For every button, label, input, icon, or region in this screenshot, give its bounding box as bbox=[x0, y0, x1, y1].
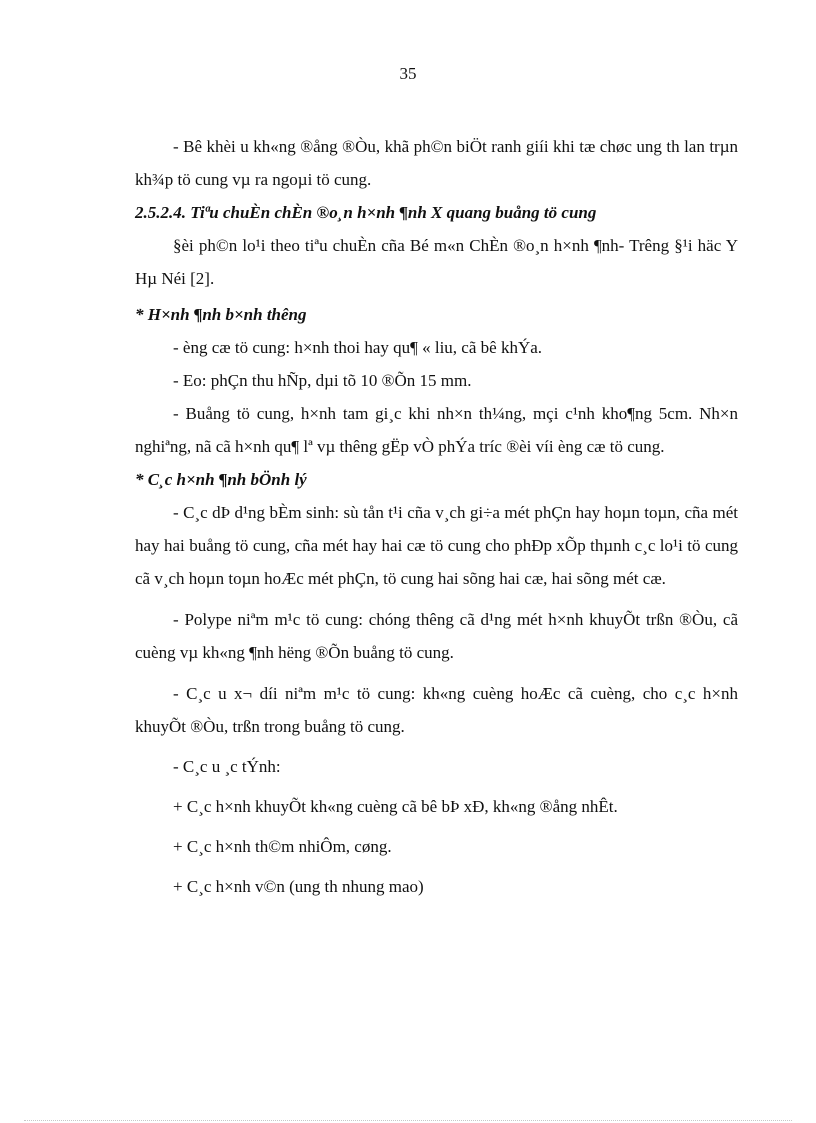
list-item-irregular-defects: + C¸c h×nh khuyÕt kh«ng cuèng cã bê bÞ xÐ, kh«ng ®ång nhÊt. bbox=[173, 797, 618, 816]
subheading-normal-images: * H×nh ¶nh b×nh thêng bbox=[135, 305, 307, 324]
document-body bbox=[135, 130, 738, 903]
paragraph-malignant-tumors: - C¸c u ¸c tÝnh: bbox=[173, 757, 281, 776]
page-bottom-divider bbox=[24, 1120, 792, 1121]
list-item-villous-pattern: + C¸c h×nh v©n (ung th nhung mao) bbox=[173, 877, 424, 896]
paragraph-isthmus: - Eo: phÇn thu hÑp, dµi tõ 10 ®Õn 15 mm. bbox=[173, 371, 472, 390]
paragraph-congenital-anomalies: - C¸c dÞ d¹ng bÈm sinh: sù tån t¹i cña v¸ch gi÷a mét phÇn hay hoµn toµn, cña mét hay hai buång tö cung, cña mét hay hai cæ tö cung cho phÐp xÕp thµnh c¸c lo¹i tö cung cã v¸ch hoµn toµn hoÆc mét phÇn, tö cung hai sõng hai cæ, hai sõng mét cæ. bbox=[135, 503, 738, 588]
paragraph-fibroids: - C¸c u x¬ díi niªm m¹c tö cung: kh«ng cuèng hoÆc cã cuèng, cho c¸c h×nh khuyÕt ®Òu, trßn trong buång tö cung. bbox=[135, 684, 738, 736]
paragraph-cervical-canal: - èng cæ tö cung: h×nh thoi hay qu¶ « liu, cã bê khÝa. bbox=[173, 338, 543, 357]
paragraph-uterine-cavity: - Buång tö cung, h×nh tam gi¸c khi nh×n th¼ng, mçi c¹nh kho¶ng 5cm. Nh×n nghiªng, nã cã h×nh qu¶ lª vµ thêng gËp vÒ phÝa tríc ®èi víi èng cæ tö cung. bbox=[135, 404, 738, 456]
paragraph-tumor-border: - Bê khèi u kh«ng ®ång ®Òu, khã ph©n biÖt ranh giíi khi tæ chøc ung th lan trµn kh¾p tö cung vµ ra ngoµi tö cung. bbox=[135, 137, 738, 189]
page-number: 35 bbox=[399, 64, 417, 83]
list-item-infiltration: + C¸c h×nh th©m nhiÔm, cøng. bbox=[173, 837, 392, 856]
paragraph-classification: §èi ph©n lo¹i theo tiªu chuÈn cña Bé m«n ChÈn ®o¸n h×nh ¶nh- Trêng §¹i häc Y Hµ Néi [2]. bbox=[135, 236, 738, 288]
paragraph-polyps: - Polype niªm m¹c tö cung: chóng thêng cã d¹ng mét h×nh khuyÕt trßn ®Òu, cã cuèng vµ kh«ng ¶nh hëng ®Õn buång tö cung. bbox=[135, 610, 738, 662]
section-heading-xray-criteria: 2.5.2.4. Tiªu chuÈn chÈn ®o¸n h×nh ¶nh X quang buång tö cung bbox=[135, 203, 597, 222]
subheading-pathological-images: * C¸c h×nh ¶nh bÖnh lý bbox=[135, 470, 307, 489]
